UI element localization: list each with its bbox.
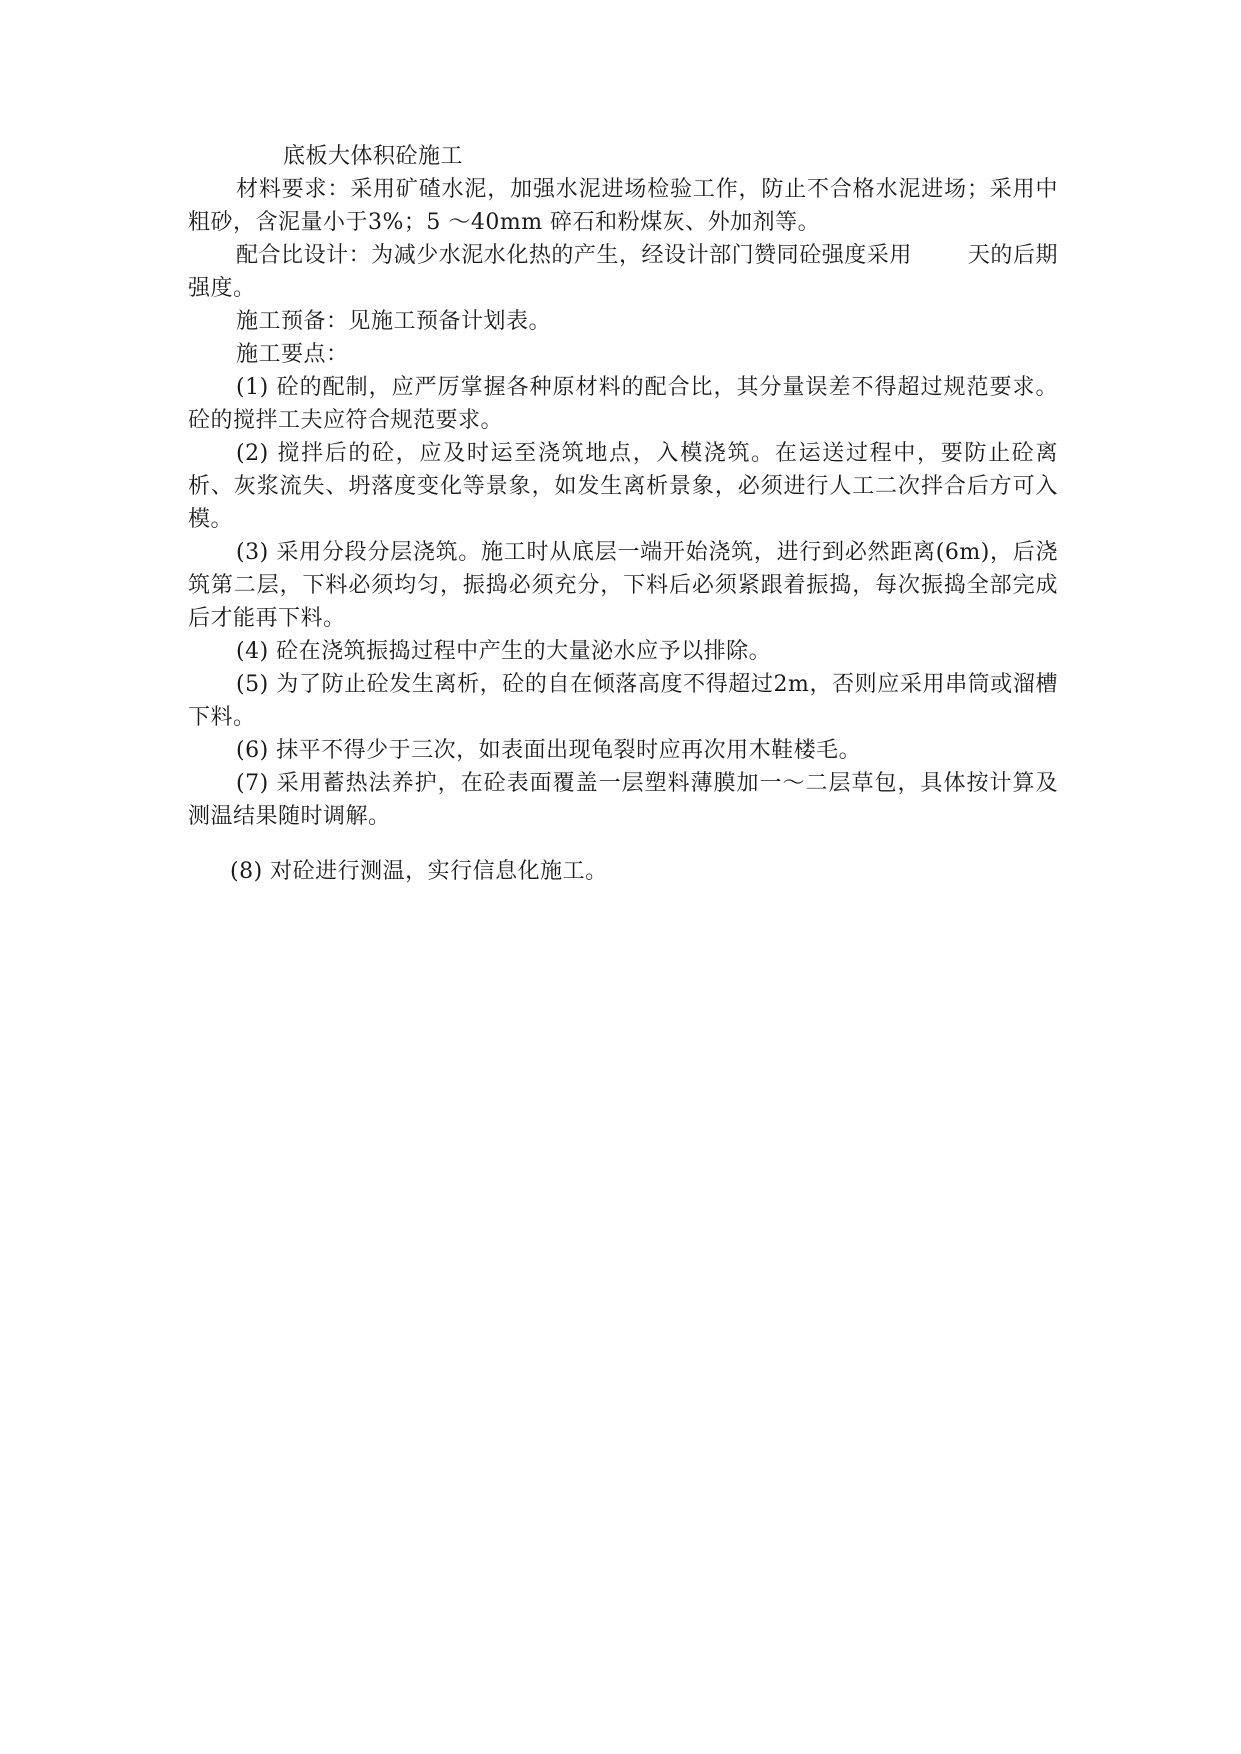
- materials-paragraph: 材料要求：采用矿碴水泥，加强水泥进场检验工作，防止不合格水泥进场；采用中粗砂，含泥量小于3%；5 ～40mm 碎石和粉煤灰、外加剂等。: [188, 177, 1058, 235]
- list-item: (5) 为了防止砼发生离析，砼的自在倾落高度不得超过2m，否则应采用串筒或溜槽下料。: [188, 672, 1058, 730]
- document-page: [188, 140, 1058, 910]
- document-title: 底板大体积砼施工: [283, 144, 464, 169]
- mix-design-paragraph: [188, 239, 1058, 305]
- preparation-paragraph: 施工预备：见施工预备计划表。: [236, 309, 552, 334]
- list-item: (7) 采用蓄热法养护，在砼表面覆盖一层塑料薄膜加一～二层草包，具体按计算及测温结果随时调解。: [188, 771, 1058, 829]
- list-item: (3) 采用分段分层浇筑。施工时从底层一端开始浇筑，进行到必然距离(6m)，后浇筑第二层，下料必须均匀，振捣必须充分，下料后必须紧跟着振捣，每次振捣全部完成后才能再下料。: [188, 540, 1058, 631]
- list-item: (2) 搅拌后的砼，应及时运至浇筑地点，入模浇筑。在运送过程中，要防止砼离析、灰浆流失、坍落度变化等景象，如发生离析景象，必须进行人工二次拌合后方可入模。: [188, 441, 1058, 532]
- list-item: (4) 砼在浇筑振捣过程中产生的大量泌水应予以排除。: [236, 639, 772, 664]
- mix-design-text-a: 配合比设计：为减少水泥水化热的产生，经设计部门赞同砼强度采用: [236, 243, 912, 268]
- list-item: (1) 砼的配制，应严厉掌握各种原材料的配合比，其分量误差不得超过规范要求。砼的搅拌工夫应符合规范要求。: [188, 375, 1058, 433]
- key-points-heading: 施工要点：: [236, 342, 349, 367]
- mix-design-text-b: 天的后期强度。: [188, 243, 1058, 301]
- list-item: (6) 抹平不得少于三次，如表面出现龟裂时应再次用木鞋楼毛。: [236, 738, 862, 763]
- list-item: (8) 对砼进行测温，实行信息化施工。: [230, 859, 608, 884]
